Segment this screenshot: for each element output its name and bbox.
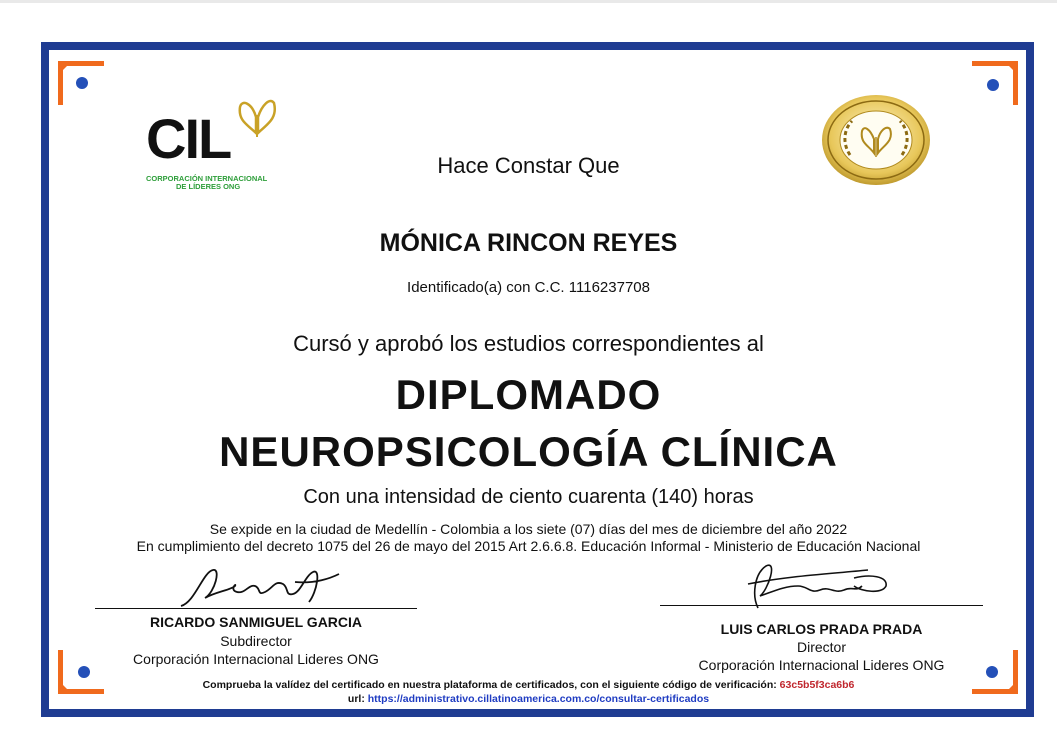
corner-ornament-top-left bbox=[58, 61, 106, 107]
verification-line bbox=[0, 679, 1057, 691]
program-name: NEUROPSICOLOGÍA CLÍNICA bbox=[219, 428, 838, 475]
signer-left-role: Subdirector bbox=[220, 633, 292, 649]
signer-right-role: Director bbox=[796, 639, 846, 655]
verification-url-link[interactable]: https://administrativo.cillatinoamerica.com.co/consultar-certificados bbox=[367, 693, 710, 705]
verification-text: Comprueba la valídez del certificado en nuestra plataforma de certificados, con el siguiente código de verificación: bbox=[202, 679, 780, 691]
cil-logo-text: CIL bbox=[146, 107, 231, 170]
signer-right-org: Corporación Internacional Lideres ONG bbox=[698, 657, 945, 673]
signer-left-org: Corporación Internacional Lideres ONG bbox=[133, 651, 379, 667]
legal-decree: En cumplimiento del decreto 1075 del 26 de mayo del 2015 Art 2.6.6.8. Educación Informal - Ministerio de Educación Nacional bbox=[136, 538, 921, 554]
signature-line-left bbox=[95, 608, 417, 609]
corner-ornament-top-right bbox=[970, 61, 1018, 107]
course-intensity: Con una intensidad de ciento cuarenta (140) horas bbox=[303, 486, 754, 508]
cil-logo-subtitle-1: CORPORACIÓN INTERNACIONAL bbox=[146, 174, 268, 183]
verification-url-label: url: bbox=[347, 693, 368, 705]
completion-statement: Cursó y aprobó los estudios correspondientes al bbox=[293, 331, 764, 356]
cil-logo bbox=[146, 95, 286, 195]
heading-hace-constar: Hace Constar Que bbox=[437, 153, 620, 178]
issue-place-date: Se expide en la ciudad de Medellín - Colombia a los siete (07) días del mes de diciembre del año 2022 bbox=[209, 521, 848, 537]
cil-logo-subtitle-2: DE LÍDERES ONG bbox=[176, 182, 241, 191]
signature-left bbox=[175, 562, 345, 614]
recipient-name: MÓNICA RINCON REYES bbox=[379, 229, 678, 257]
program-type: DIPLOMADO bbox=[395, 371, 662, 418]
signer-left-name: RICARDO SANMIGUEL GARCIA bbox=[149, 614, 363, 630]
recipient-identification: Identificado(a) con C.C. 1116237708 bbox=[407, 279, 650, 296]
verification-code: 63c5b5f3ca6b6 bbox=[779, 679, 855, 691]
butterfly-icon bbox=[234, 95, 280, 139]
verification-url-line bbox=[0, 693, 1057, 705]
signer-right-name: LUIS CARLOS PRADA PRADA bbox=[720, 621, 923, 637]
top-border-line bbox=[0, 0, 1057, 3]
signature-line-right bbox=[660, 605, 983, 606]
